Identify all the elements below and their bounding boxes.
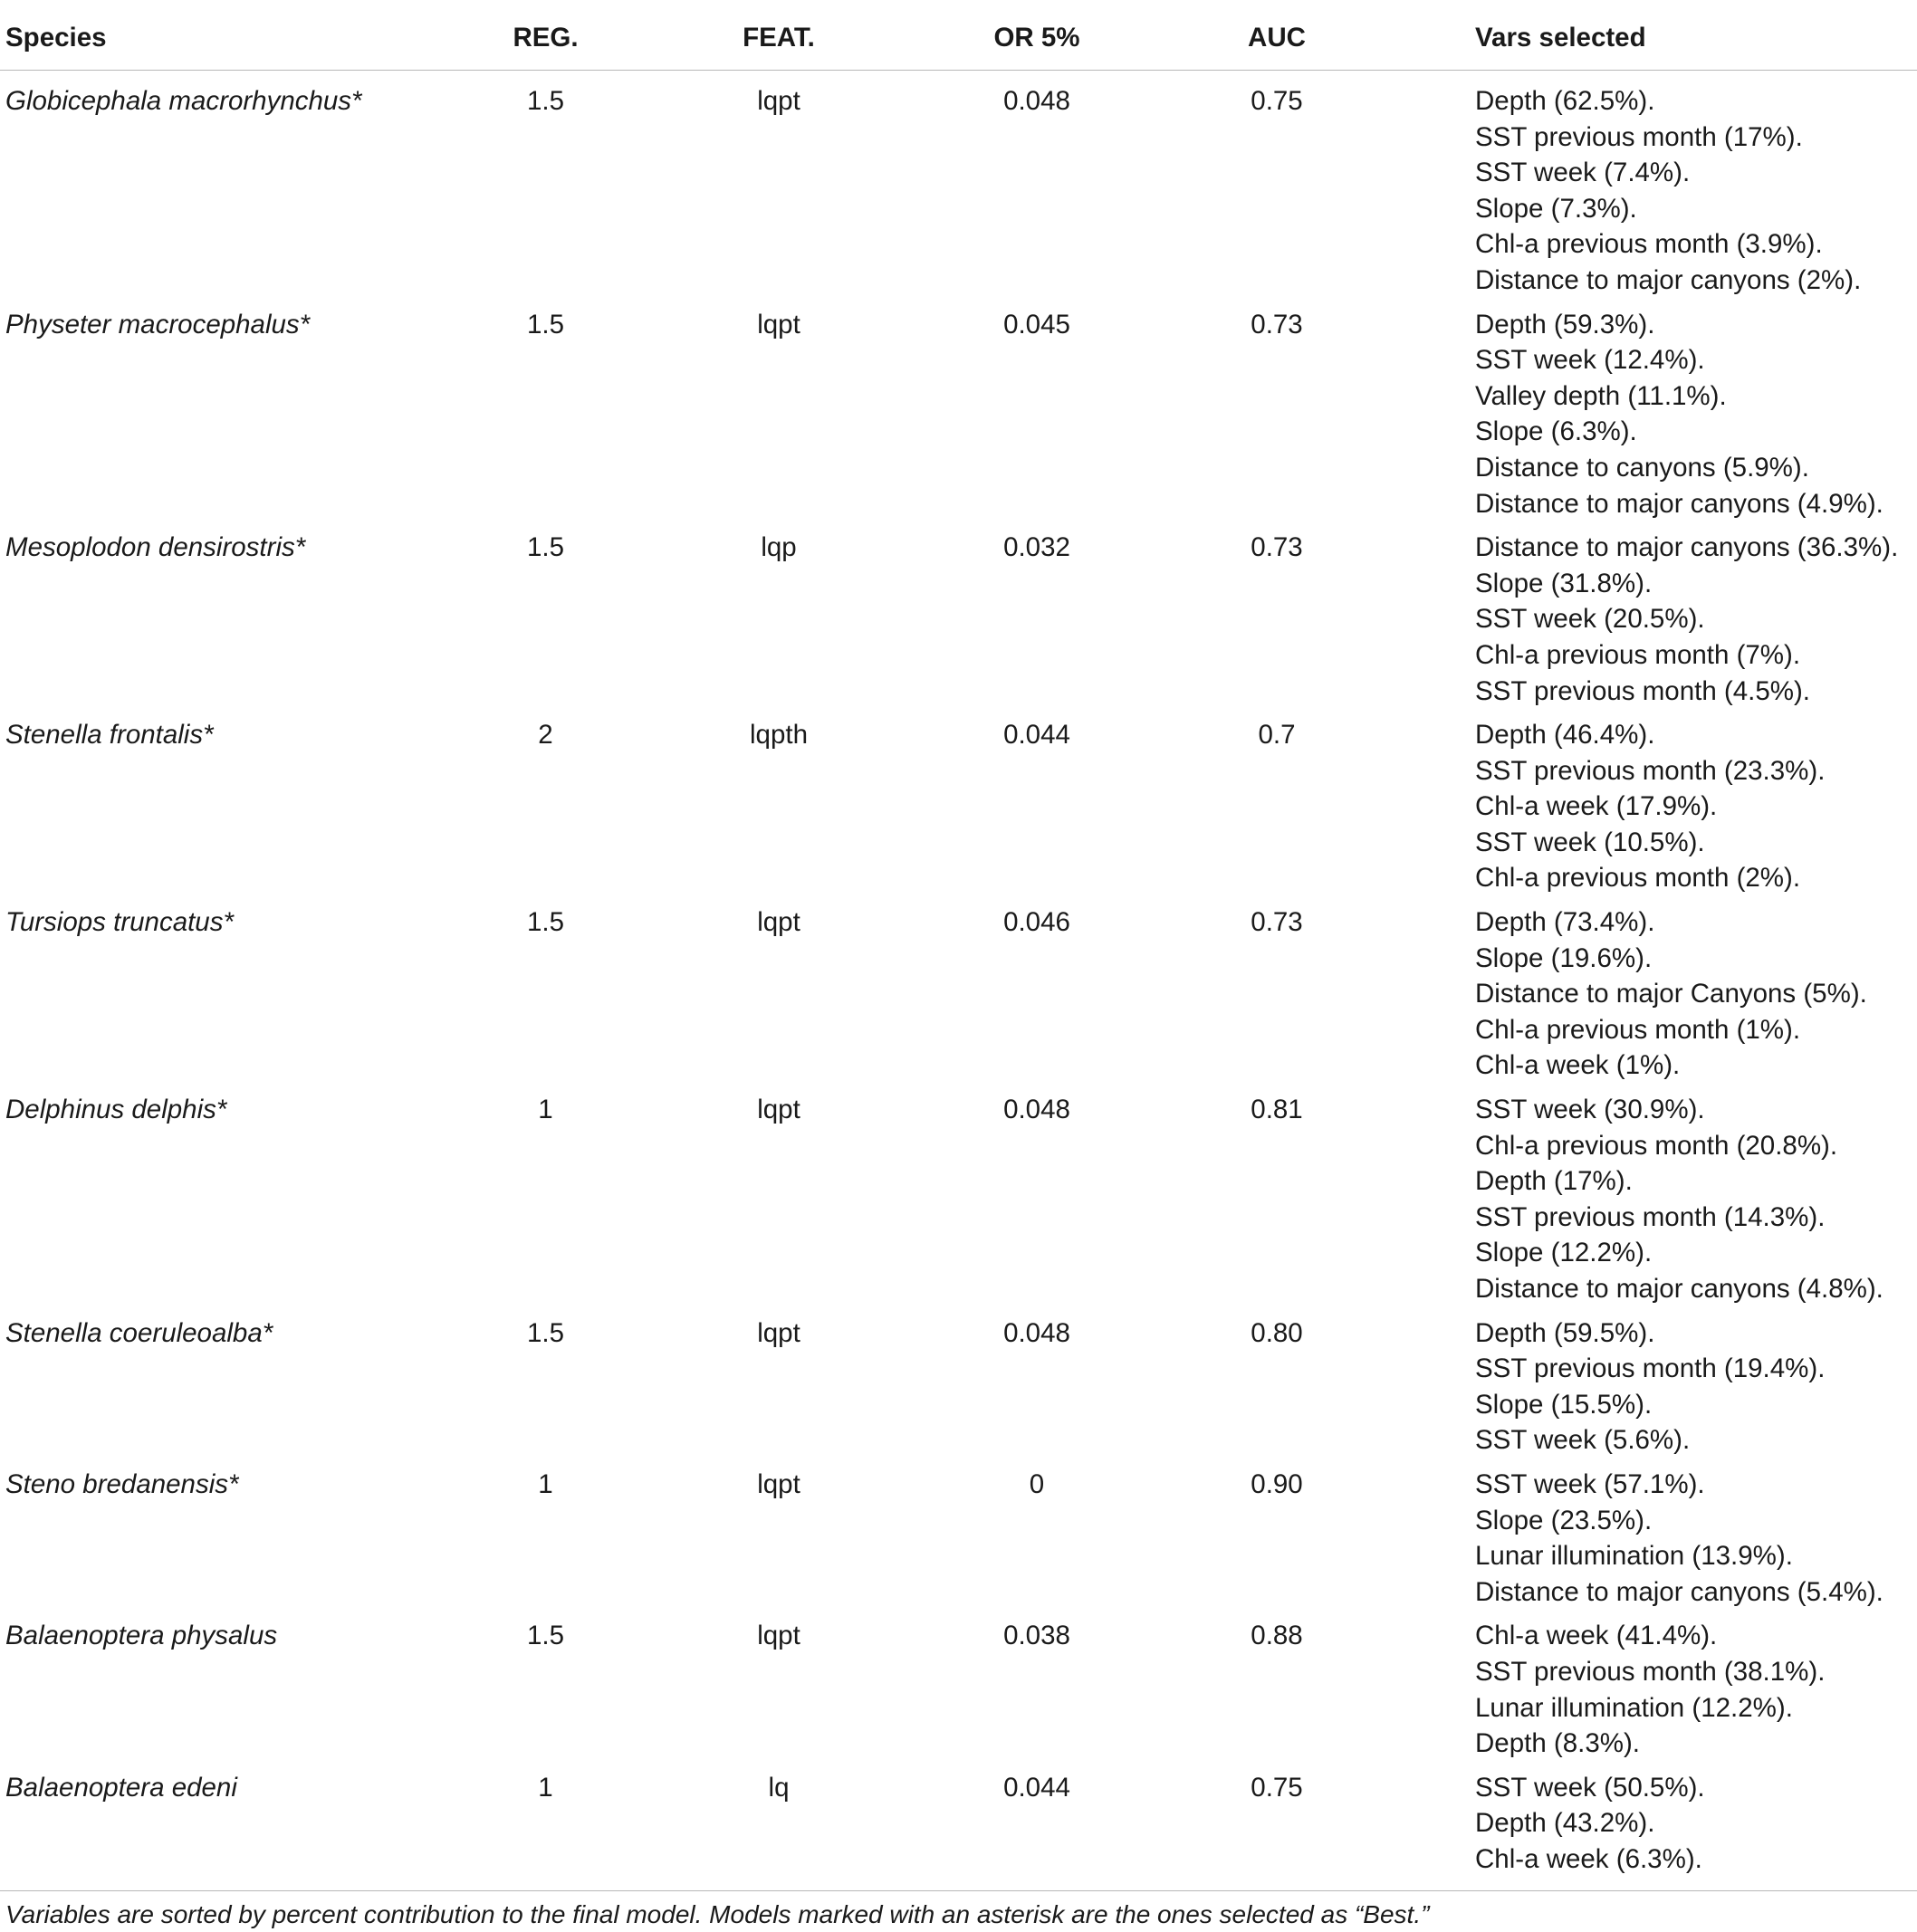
selected-variable: SST week (10.5%). (1475, 827, 1705, 857)
selected-variable: Distance to major canyons (2%). (1475, 264, 1862, 295)
selected-variable: SST previous month (38.1%). (1475, 1656, 1826, 1687)
table-footer (0, 1890, 1917, 1932)
species-cell: Globicephala macrorhynchus* (5, 86, 362, 116)
or5-cell: 0.045 (1003, 309, 1070, 340)
auc-cell: 0.7 (1258, 720, 1296, 751)
or5-cell: 0.046 (1003, 907, 1070, 938)
species-cell: Tursiops truncatus* (5, 907, 234, 938)
selected-variable: Depth (73.4%). (1475, 907, 1655, 938)
vars-selected-cell (1417, 712, 1917, 899)
selected-variable: Chl-a week (6.3%). (1475, 1843, 1702, 1874)
model-results-table (0, 11, 1917, 1932)
species-cell: Delphinus delphis* (5, 1095, 227, 1125)
auc-cell: 0.73 (1251, 907, 1303, 938)
species-cell: Stenella coeruleoalba* (5, 1317, 273, 1348)
feat-cell: lqpt (757, 309, 800, 340)
table-row (0, 899, 1917, 1086)
vars-selected-cell (1417, 1310, 1917, 1461)
auc-cell: 0.90 (1251, 1468, 1303, 1499)
reg-cell: 1.5 (526, 309, 564, 340)
table-row (0, 1461, 1917, 1612)
selected-variable: Distance to major canyons (4.8%). (1475, 1274, 1883, 1304)
table-row (0, 712, 1917, 899)
selected-variable: Chl-a previous month (3.9%). (1475, 229, 1823, 260)
feat-cell: lq (768, 1772, 790, 1803)
selected-variable: SST previous month (23.3%). (1475, 755, 1826, 786)
table-footnote: Variables are sorted by percent contribution to the final model. Models marked with an asterisk are the ones selected as “Best.” (0, 1890, 1917, 1932)
selected-variable: SST week (12.4%). (1475, 345, 1705, 376)
or5-cell: 0.048 (1003, 1317, 1070, 1348)
header-species: Species (0, 11, 471, 71)
table-row (0, 71, 1917, 301)
header-feat: FEAT. (620, 11, 937, 71)
feat-cell: lqpt (757, 1317, 800, 1348)
vars-selected-cell (1417, 524, 1917, 712)
header-or5: OR 5% (937, 11, 1136, 71)
table-row (0, 1310, 1917, 1461)
species-cell: Stenella frontalis* (5, 720, 214, 751)
selected-variable: Slope (23.5%). (1475, 1505, 1653, 1535)
selected-variable: SST previous month (19.4%). (1475, 1353, 1826, 1384)
selected-variable: Distance to canyons (5.9%). (1475, 452, 1809, 483)
selected-variable: SST week (50.5%). (1475, 1772, 1705, 1803)
feat-cell: lqpt (757, 1095, 800, 1125)
selected-variable: SST week (57.1%). (1475, 1468, 1705, 1499)
selected-variable: SST week (5.6%). (1475, 1425, 1691, 1456)
selected-variable: Slope (12.2%). (1475, 1238, 1653, 1268)
or5-cell: 0.048 (1003, 1095, 1070, 1125)
selected-variable: Distance to major canyons (5.4%). (1475, 1576, 1883, 1607)
header-row (0, 11, 1917, 71)
header-vars-selected: Vars selected (1417, 11, 1917, 71)
reg-cell: 1.5 (526, 1317, 564, 1348)
reg-cell: 1.5 (526, 86, 564, 116)
vars-selected-cell (1417, 1086, 1917, 1310)
auc-cell: 0.81 (1251, 1095, 1303, 1125)
selected-variable: SST previous month (4.5%). (1475, 675, 1811, 706)
selected-variable: Valley depth (11.1%). (1475, 380, 1727, 411)
selected-variable: Depth (46.4%). (1475, 720, 1655, 751)
species-cell: Balaenoptera edeni (5, 1772, 237, 1803)
header-auc: AUC (1136, 11, 1417, 71)
vars-selected-cell (1417, 899, 1917, 1086)
selected-variable: Chl-a week (41.4%). (1475, 1621, 1718, 1651)
vars-selected-cell (1417, 301, 1917, 525)
selected-variable: Slope (6.3%). (1475, 416, 1637, 447)
selected-variable: Chl-a previous month (7%). (1475, 639, 1801, 670)
species-cell: Mesoplodon densirostris* (5, 532, 306, 563)
footnote-row (0, 1890, 1917, 1932)
vars-selected-cell (1417, 1765, 1917, 1890)
selected-variable: Chl-a week (17.9%). (1475, 791, 1718, 822)
reg-cell: 1 (538, 1095, 553, 1125)
feat-cell: lqpt (757, 1468, 800, 1499)
vars-selected-cell (1417, 1461, 1917, 1612)
reg-cell: 1.5 (526, 1621, 564, 1651)
selected-variable: Depth (43.2%). (1475, 1808, 1655, 1839)
auc-cell: 0.75 (1251, 86, 1303, 116)
species-cell: Steno bredanensis* (5, 1468, 239, 1499)
selected-variable: Slope (19.6%). (1475, 942, 1653, 973)
selected-variable: Depth (59.5%). (1475, 1317, 1655, 1348)
or5-cell: 0.044 (1003, 1772, 1070, 1803)
auc-cell: 0.73 (1251, 532, 1303, 563)
selected-variable: Slope (15.5%). (1475, 1389, 1653, 1420)
auc-cell: 0.75 (1251, 1772, 1303, 1803)
selected-variable: SST previous month (14.3%). (1475, 1201, 1826, 1232)
selected-variable: Chl-a previous month (20.8%). (1475, 1130, 1838, 1161)
selected-variable: Distance to major canyons (36.3%). (1475, 532, 1899, 563)
or5-cell: 0.044 (1003, 720, 1070, 751)
feat-cell: lqp (761, 532, 797, 563)
table-row (0, 1765, 1917, 1890)
selected-variable: Depth (8.3%). (1475, 1728, 1640, 1759)
selected-variable: Chl-a previous month (2%). (1475, 863, 1801, 894)
auc-cell: 0.73 (1251, 309, 1303, 340)
or5-cell: 0.038 (1003, 1621, 1070, 1651)
selected-variable: Chl-a week (1%). (1475, 1050, 1681, 1081)
table-row (0, 1612, 1917, 1764)
or5-cell: 0 (1029, 1468, 1045, 1499)
auc-cell: 0.88 (1251, 1621, 1303, 1651)
vars-selected-cell (1417, 1612, 1917, 1764)
selected-variable: SST week (30.9%). (1475, 1095, 1705, 1125)
feat-cell: lqpt (757, 907, 800, 938)
table-row (0, 301, 1917, 525)
auc-cell: 0.80 (1251, 1317, 1303, 1348)
selected-variable: SST previous month (17%). (1475, 121, 1803, 152)
reg-cell: 1.5 (526, 532, 564, 563)
table-row (0, 524, 1917, 712)
reg-cell: 1 (538, 1772, 553, 1803)
table-row (0, 1086, 1917, 1310)
reg-cell: 1.5 (526, 907, 564, 938)
species-cell: Balaenoptera physalus (5, 1621, 278, 1651)
feat-cell: lqpth (750, 720, 808, 751)
selected-variable: SST week (20.5%). (1475, 604, 1705, 635)
vars-selected-cell (1417, 71, 1917, 301)
selected-variable: Depth (59.3%). (1475, 309, 1655, 340)
selected-variable: Slope (31.8%). (1475, 568, 1653, 598)
table-body (0, 71, 1917, 1891)
selected-variable: Distance to major canyons (4.9%). (1475, 488, 1883, 519)
or5-cell: 0.032 (1003, 532, 1070, 563)
species-cell: Physeter macrocephalus* (5, 309, 311, 340)
selected-variable: Chl-a previous month (1%). (1475, 1014, 1801, 1045)
selected-variable: Distance to major Canyons (5%). (1475, 979, 1867, 1009)
selected-variable: Slope (7.3%). (1475, 193, 1637, 224)
selected-variable: Lunar illumination (13.9%). (1475, 1541, 1793, 1572)
selected-variable: Lunar illumination (12.2%). (1475, 1692, 1793, 1723)
reg-cell: 2 (538, 720, 553, 751)
feat-cell: lqpt (757, 1621, 800, 1651)
feat-cell: lqpt (757, 86, 800, 116)
selected-variable: SST week (7.4%). (1475, 158, 1691, 188)
reg-cell: 1 (538, 1468, 553, 1499)
table-header (0, 11, 1917, 71)
or5-cell: 0.048 (1003, 86, 1070, 116)
header-reg: REG. (471, 11, 620, 71)
selected-variable: Depth (17%). (1475, 1166, 1633, 1197)
selected-variable: Depth (62.5%). (1475, 86, 1655, 116)
